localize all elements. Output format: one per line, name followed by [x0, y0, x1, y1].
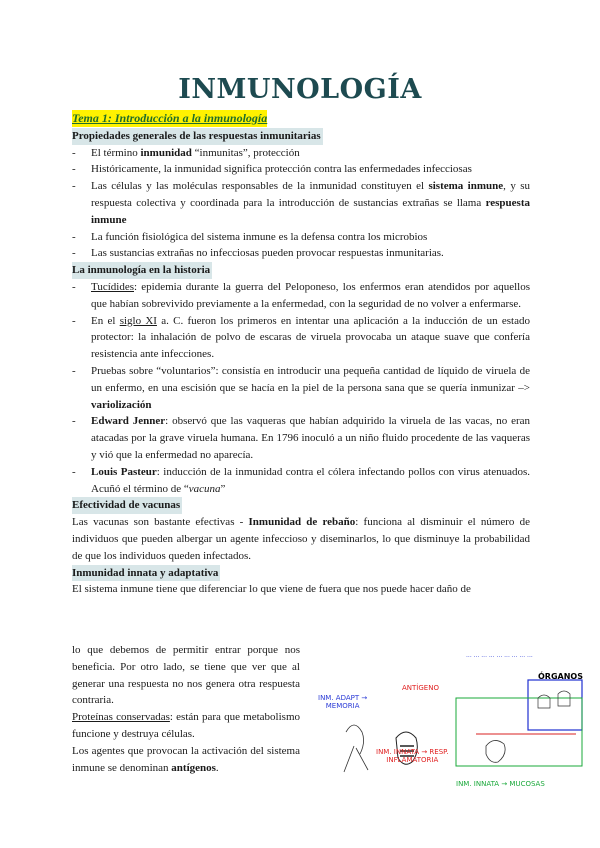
list-item: - El término inmunidad “inmunitas”, protección — [72, 145, 530, 162]
section-heading-propiedades: Propiedades generales de las respuestas inmunitarias — [72, 128, 323, 145]
list-historia — [72, 279, 530, 497]
list-item: - Históricamente, la inmunidad significa protección contra las enfermedades infecciosas — [72, 161, 530, 178]
label-inm-innata-mucosas: INM. INNATA → MUCOSAS — [456, 780, 545, 788]
figure-top-text: ··· ··· ··· ··· ··· ··· ··· ··· ··· — [466, 654, 533, 661]
list-propiedades — [72, 145, 530, 263]
list-item: - La función fisiológica del sistema inmune es la defensa contra los microbios — [72, 229, 530, 246]
label-antigeno: ANTÍGENO — [402, 684, 439, 692]
immune-system-illustration — [306, 654, 584, 796]
list-item: - Tucídides: epidemia durante la guerra del Peloponeso, los enfermos eran atendidos por aquellos que habían sobrevivido previamente a la enfermedad, con la seguridad de no volver a enfermarse. — [72, 279, 530, 313]
label-inm-innata-resp: INM. INNATA → RESP. INFLAMATORIA — [376, 748, 449, 764]
paragraph-innata-3: Los agentes que provocan la activación del sistema inmune se denominan antígenos. — [72, 744, 300, 774]
paragraph-innata-2: Proteínas conservadas: están para que metabolismo funcione y destruya células. — [72, 711, 301, 740]
list-item: - En el siglo XI a. C. fueron los primeros en intentar una aplicación a la inducción de un estado protector: la inhalación de polvo de escaras de viruela provocaba un ataque suave que confería resistencia ante infecciones. — [72, 313, 530, 363]
section-heading-historia: La inmunología en la historia — [72, 262, 212, 279]
paragraph-innata-1: lo que debemos de permitir entrar porque nos beneficia. Por otro lado, se tiene que ver que al generar una respuesta no nos genera otra respuesta contraria. — [72, 644, 300, 707]
innate-box — [456, 698, 582, 766]
paragraph-innata-column — [72, 642, 300, 776]
label-organos: ÓRGANOS — [538, 672, 583, 681]
list-item: - Las sustancias extrañas no infecciosas pueden provocar respuestas inmunitarias. — [72, 245, 530, 262]
organs-box — [528, 680, 582, 730]
topic-heading: Tema 1: Introducción a la inmunología — [72, 111, 268, 125]
section-heading-innata: Inmunidad innata y adaptativa — [72, 565, 220, 582]
section-heading-vacunas: Efectividad de vacunas — [72, 497, 182, 514]
list-item: - Pruebas sobre “voluntarios”: consistía en introducir una pequeña cantidad de líquido de viruela de un enfermo, en una escisión que se hacía en la piel de la persona sana que se quería inmunizar –> variolización — [72, 363, 530, 413]
list-item: - Las células y las moléculas responsables de la inmunidad constituyen el sistema inmune, y su respuesta colectiva y coordinada para la introducción de sustancias extrañas se llama respuesta inmune — [72, 178, 530, 228]
paragraph-innata-intro: El sistema inmune tiene que diferenciar lo que viene de fuera que nos puede hacer daño de — [72, 583, 471, 596]
page-title: INMUNOLOGÍA — [178, 74, 422, 105]
figure-sketch-1 — [344, 725, 368, 772]
document-body — [72, 110, 530, 598]
list-item: - Louis Pasteur: inducción de la inmunidad contra el cólera infectando pollos con virus atenuados. Acuñó el término de “vacuna” — [72, 464, 530, 498]
figure-sketch-3 — [486, 740, 505, 762]
organs-sketch — [538, 691, 570, 708]
list-item: - Edward Jenner: observó que las vaqueras que habían adquirido la viruela de las vacas, no eran atacadas por la grave viruela humana. En 1796 inoculó a un niño fluido procedente de las vaqueras y vió que la enfermedad no aparecía. — [72, 413, 530, 463]
paragraph-vacunas: Las vacunas son bastante efectivas - Inmunidad de rebaño: funciona al disminuir el número de individuos que pueden albergar un agente infeccioso y diseminarlos, lo que disminuye la probabilidad de que los individuos queden infectados. — [72, 516, 530, 562]
label-inm-adapt: INM. ADAPT → MEMORIA — [318, 694, 368, 710]
